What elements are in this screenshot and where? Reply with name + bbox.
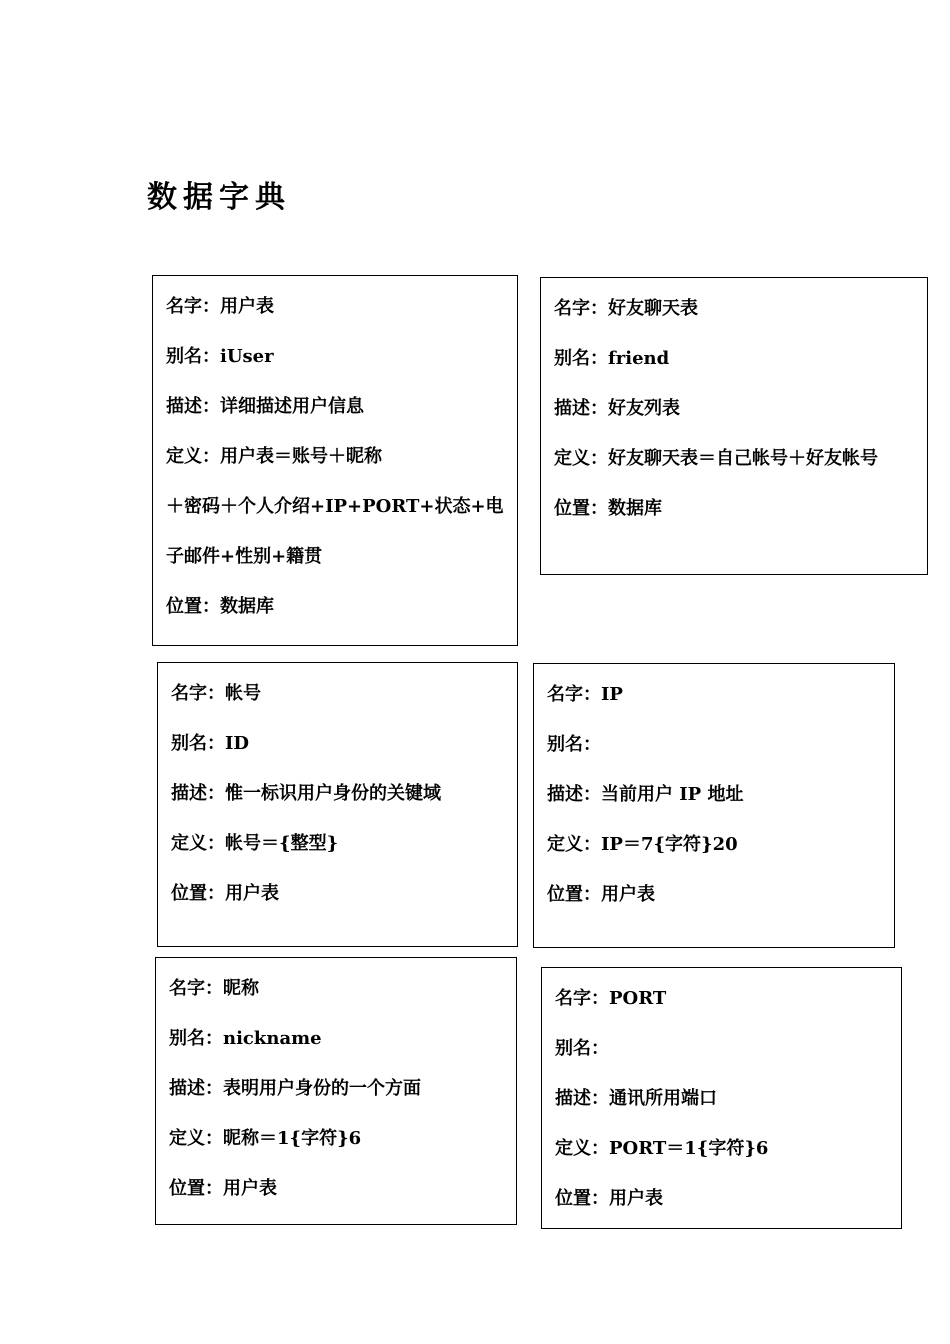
location-value: 用户表: [609, 1188, 663, 1209]
entry-definition: [547, 834, 738, 856]
definition-value: 帐号＝{整型}: [225, 833, 339, 854]
alias-value: ID: [225, 733, 250, 754]
definition-label: 定义：: [166, 446, 220, 467]
description-label: 描述：: [554, 398, 608, 419]
location-label: 位置：: [547, 884, 601, 905]
name-label: 名字：: [166, 296, 220, 317]
description-value: 详细描述用户信息: [220, 396, 364, 417]
description-value: 表明用户身份的一个方面: [223, 1078, 421, 1099]
alias-label: 别名：: [554, 348, 608, 369]
name-value: 用户表: [220, 296, 274, 317]
entry-alias: [555, 1038, 609, 1060]
description-label: 描述：: [555, 1088, 609, 1109]
entry-definition: [555, 1138, 768, 1160]
description-label: 描述：: [166, 396, 220, 417]
entry-definition: [171, 833, 338, 855]
name-label: 名字：: [171, 683, 225, 704]
definition-label: 定义：: [555, 1138, 609, 1159]
alias-label: 别名：: [169, 1028, 223, 1049]
location-label: 位置：: [166, 596, 220, 617]
entry-name: [554, 298, 698, 320]
entry-box-nickname: [155, 957, 517, 1225]
name-value: 帐号: [225, 683, 261, 704]
entry-location: [169, 1178, 277, 1200]
entry-definition: [166, 446, 382, 468]
entry-description: [171, 783, 441, 805]
entry-alias: [171, 733, 249, 755]
entry-description: [555, 1088, 717, 1110]
alias-value: nickname: [223, 1028, 322, 1049]
entry-location: [171, 883, 279, 905]
definition-value: 用户表＝账号＋昵称: [220, 446, 382, 467]
entry-definition-continued: ＋密码＋个人介绍+IP+PORT+状态+电: [166, 496, 504, 517]
description-value: 好友列表: [608, 398, 680, 419]
entry-alias: [166, 346, 274, 368]
name-value: PORT: [609, 988, 667, 1009]
entry-box-account: [157, 662, 518, 947]
entry-location: [554, 498, 662, 520]
location-value: 用户表: [601, 884, 655, 905]
alias-label: 别名：: [171, 733, 225, 754]
name-label: 名字：: [547, 684, 601, 705]
entry-alias: [547, 734, 601, 756]
entry-box-user-table: [152, 275, 518, 646]
entry-definition: [554, 448, 878, 470]
name-value: IP: [601, 684, 623, 705]
entry-definition: [169, 1128, 361, 1150]
description-value: 惟一标识用户身份的关键域: [225, 783, 441, 804]
definition-label: 定义：: [554, 448, 608, 469]
entry-alias: [554, 348, 669, 370]
alias-value: iUser: [220, 346, 274, 367]
name-value: 好友聊天表: [608, 298, 698, 319]
location-value: 数据库: [608, 498, 662, 519]
entry-name: [169, 978, 259, 1000]
name-label: 名字：: [555, 988, 609, 1009]
name-label: 名字：: [169, 978, 223, 999]
location-label: 位置：: [171, 883, 225, 904]
entry-description: [554, 398, 680, 420]
location-label: 位置：: [169, 1178, 223, 1199]
alias-label: 别名：: [547, 734, 601, 755]
description-value: 当前用户 IP 地址: [601, 784, 744, 805]
entry-location: [547, 884, 655, 906]
definition-value: PORT＝1{字符}6: [609, 1138, 769, 1159]
entry-description: [169, 1078, 421, 1100]
alias-label: 别名：: [166, 346, 220, 367]
name-label: 名字：: [554, 298, 608, 319]
definition-value: IP＝7{字符}20: [601, 834, 738, 855]
entry-name: [171, 683, 261, 705]
description-label: 描述：: [169, 1078, 223, 1099]
definition-value: 昵称＝1{字符}6: [223, 1128, 362, 1149]
entry-location: [555, 1188, 663, 1210]
definition-label: 定义：: [547, 834, 601, 855]
location-label: 位置：: [554, 498, 608, 519]
definition-value: 好友聊天表＝自己帐号＋好友帐号: [608, 448, 878, 469]
entry-alias: [169, 1028, 322, 1050]
definition-label: 定义：: [171, 833, 225, 854]
entry-description: [547, 784, 744, 806]
entry-description: [166, 396, 364, 418]
location-label: 位置：: [555, 1188, 609, 1209]
location-value: 数据库: [220, 596, 274, 617]
definition-label: 定义：: [169, 1128, 223, 1149]
entry-definition-continued: 子邮件+性别+籍贯: [166, 546, 323, 567]
location-value: 用户表: [223, 1178, 277, 1199]
entry-box-port: [541, 967, 902, 1229]
entry-name: [555, 988, 666, 1010]
description-label: 描述：: [547, 784, 601, 805]
entry-box-ip: [533, 663, 895, 948]
entry-location: [166, 596, 274, 618]
alias-label: 别名：: [555, 1038, 609, 1059]
location-value: 用户表: [225, 883, 279, 904]
entry-name: [166, 296, 274, 318]
name-value: 昵称: [223, 978, 259, 999]
entry-box-friend-chat-table: [540, 277, 928, 575]
alias-value: friend: [608, 348, 670, 369]
entry-name: [547, 684, 623, 706]
description-label: 描述：: [171, 783, 225, 804]
description-value: 通讯所用端口: [609, 1088, 717, 1109]
page-title: 数据字典: [147, 180, 291, 215]
